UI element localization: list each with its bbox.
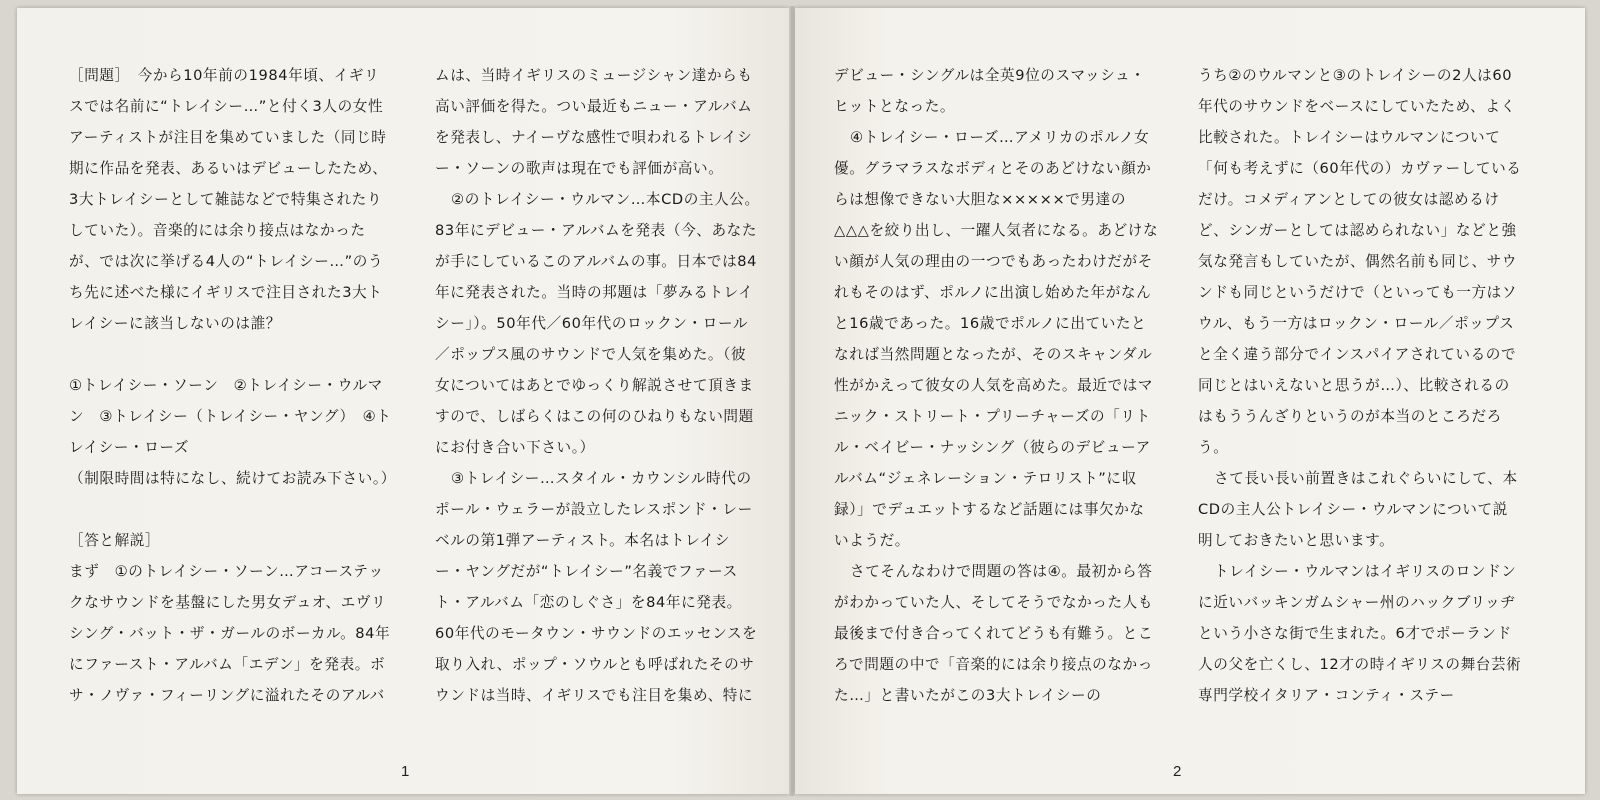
answer-paragraph-1-cont: ムは、当時イギリスのミュージシャン達からも高い評価を得た。つい最近もニュー・アルバムを発表し、ナイーヴな感性で唄われるトレイシー・ソーンの歌声は現在でも評価が高い。 bbox=[435, 67, 753, 177]
answer-heading: ［答と解説］ bbox=[69, 532, 161, 549]
time-limit-note: （制限時間は特になし、続けてお読み下さい。） bbox=[69, 470, 396, 487]
answer-paragraph-2: ②のトレイシー・ウルマン…本CDの主人公。83年にデビュー・アルバムを発表（今、あなたが手にしているこのアルバムの事。日本では84年に発表された。当時の邦題は「夢みるトレイシー」）。50年代／60年代のロックン・ロール／ポップス風のサウンドで人気を集めた。（彼女についてはあとでゆっくり解説させて頂きますので、しばらくはこの何のひねりもない問題にお付き合い下さい。） bbox=[435, 191, 760, 456]
page-number-right: 2 bbox=[1173, 763, 1182, 780]
answer-paragraph-3-cont: デビュー・シングルは全英9位のスマッシュ・ヒットとなった。 bbox=[834, 67, 1146, 115]
answer-paragraph-5: さてそんなわけで問題の答は④。最初から答がわかっていた人、そしてそうでなかった人も最後まで付き合ってくれてどうも有難う。ところで問題の中で「音楽的には余り接点のなかった…」と書いたがこの3大トレイシーの bbox=[834, 563, 1154, 704]
left-column-1 bbox=[69, 60, 394, 711]
left-column-2 bbox=[435, 60, 760, 711]
right-column-2 bbox=[1198, 60, 1523, 711]
question-paragraph: ［問題］ 今から10年前の1984年頃、イギリスでは名前に“トレイシー…”と付く3人の女性アーティストが注目を集めていました（同じ時期に作品を発表、あるいはデビューしたため、3大トレイシーとして雑誌などで特集されたりしていた）。音楽的には余り接点はなかったが、では次に挙げる4人の“トレイシー…”のうち先に述べた様にイギリスで注目された3大トレイシーに該当しないのは誰？ bbox=[69, 67, 388, 332]
right-column-1 bbox=[834, 60, 1159, 711]
right-page bbox=[795, 8, 1585, 794]
answer-paragraph-5-cont: うち②のウルマンと③のトレイシーの2人は60年代のサウンドをベースにしていたため、よく比較された。トレイシーはウルマンについて「何も考えずに（60年代の）カヴァーしているだけ。コメディアンとしての彼女は認めるけど、シンガーとしては認められない」などと強気な発言もしていたが、偶然名前も同じ、サウンドも同じというだけで（といっても一方はソウル、もう一方はロックン・ロール／ポップスと全く違う部分でインスパイアされているので同じとはいえないと思うが…）、比較されるのはもううんざりというのが本当のところだろう。 bbox=[1198, 67, 1522, 456]
answer-paragraph-4: ④トレイシー・ローズ…アメリカのポルノ女優。グラマラスなボディとそのあどけない顔からは想像できない大胆な×××××で男達の△△△を絞り出し、一躍人気者になる。あどけない顔が人気の理由の一つでもあったわけだがそれもそのはず、ポルノに出演し始めた年がなんと16歳であった。16歳でポルノに出ていたとなれば当然問題となったが、そのスキャンダル性がかえって彼女の人気を高めた。最近ではマニック・ストリート・プリーチャーズの「リトル・ベイビー・ナッシング（彼らのデビューアルバム“ジェネレーション・テロリスト”に収録）」でデュエットするなど話題には事欠かないようだ。 bbox=[834, 129, 1159, 549]
page-number-left: 1 bbox=[401, 763, 410, 780]
answer-paragraph-3: ③トレイシー…スタイル・カウンシル時代のポール・ウェラーが設立したレスポンド・レーベルの第1弾アーティスト。本名はトレイシー・ヤングだが“トレイシー”名義でファースト・アルバム「恋のしぐさ」を84年に発表。60年代のモータウン・サウンドのエッセンスを取り入れ、ポップ・ソウルとも呼ばれたそのサウンドは当時、イギリスでも注目を集め、特に bbox=[435, 470, 758, 704]
biography-paragraph: トレイシー・ウルマンはイギリスのロンドンに近いバッキンガムシャー州のハックブリッヂという小さな街で生まれた。6才でポーランド人の父を亡くし、12才の時イギリスの舞台芸術専門学校イタリア・コンティ・ステー bbox=[1198, 563, 1522, 704]
left-page bbox=[17, 8, 789, 794]
answer-paragraph-1: まず ①のトレイシー・ソーン…アコーステックなサウンドを基盤にした男女デュオ、エヴリシング・バット・ザ・ガールのボーカル。84年にファースト・アルバム「エデン」を発表。ボサ・ノヴァ・フィーリングに溢れたそのアルバ bbox=[69, 563, 391, 704]
choices-paragraph: ①トレイシー・ソーン ②トレイシー・ウルマン ③トレイシー（トレイシー・ヤング） ④トレイシー・ローズ bbox=[69, 377, 392, 456]
transition-paragraph: さて長い長い前置きはこれぐらいにして、本CDの主人公トレイシー・ウルマンについて説明しておきたいと思います。 bbox=[1198, 470, 1518, 549]
